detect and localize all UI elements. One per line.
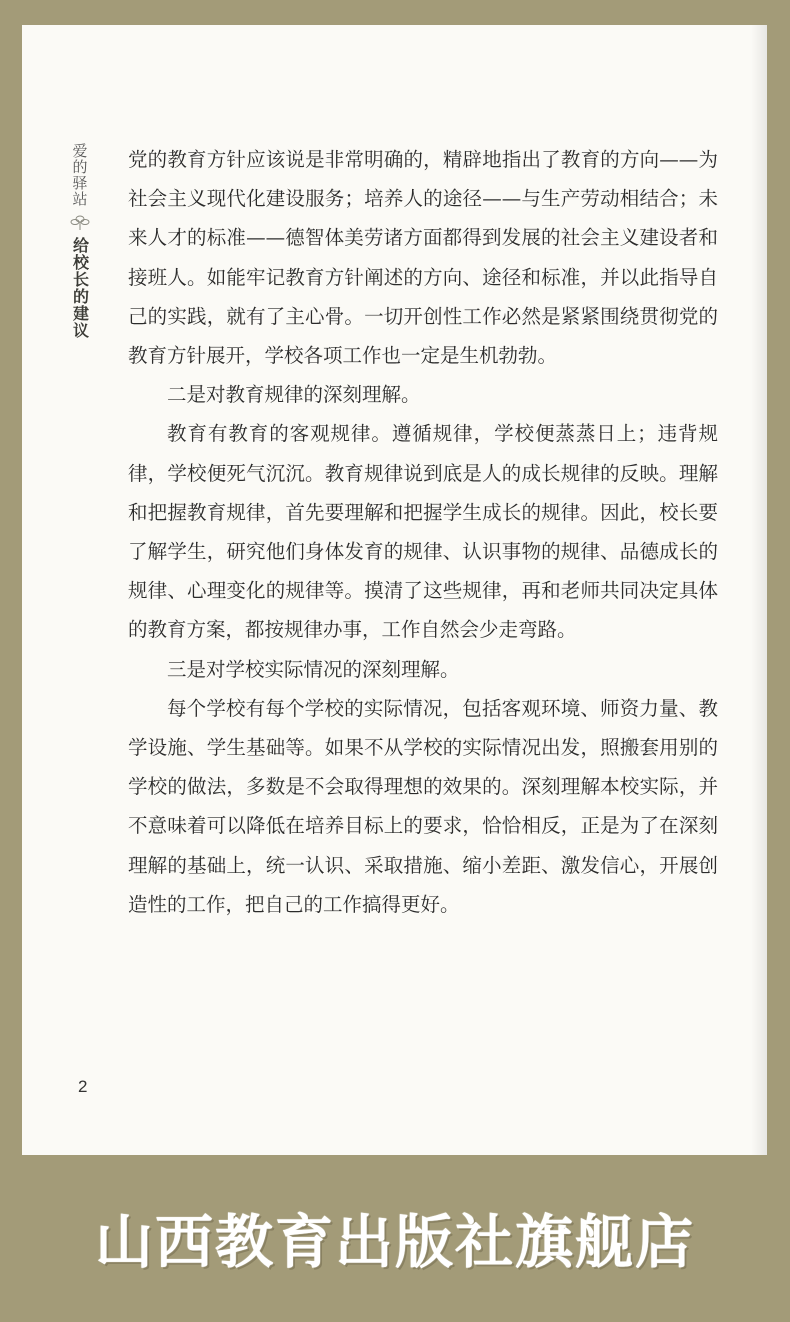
section-heading: 二是对教育规律的深刻理解。: [167, 383, 421, 407]
paragraph: 党的教育方针应该说是非常明确的，精辟地指出了教育的方向——为社会主义现代化建设服务；培养人的途径——与生产劳动相结合；未来人才的标准——德智体美劳诸方面都得到发展的社会主义建设者和接班人。如能牢记教育方针阐述的方向、途径和标准，并以此指导自己的实践，就有了主心骨。一切开创性工作必然是紧紧围绕贯彻党的教育方针展开，学校各项工作也一定是生机勃勃。: [128, 148, 718, 368]
page-number: 2: [78, 1077, 88, 1096]
book-title: 给校长的建议: [70, 237, 90, 339]
paragraph: 教育有教育的客观规律。遵循规律，学校便蒸蒸日上；违背规律，学校便死气沉沉。教育规律说到底是人的成长规律的反映。理解和把握教育规律，首先要理解和把握学生成长的规律。因此，校长要了解学生，研究他们身体发育的规律、认识事物的规律、品德成长的规律、心理变化的规律等。摸清了这些规律，再和老师共同决定具体的教育方案，都按规律办事，工作自然会少走弯路。: [128, 422, 718, 642]
paragraph: 每个学校有每个学校的实际情况，包括客观环境、师资力量、教学设施、学生基础等。如果不从学校的实际情况出发，照搬套用别的学校的做法，多数是不会取得理想的效果的。深刻理解本校实际，并不意味着可以降低在培养目标上的要求，恰恰相反，正是为了在深刻理解的基础上，统一认识、采取措施、缩小差距、激发信心，开展创造性的工作，把自己的工作搞得更好。: [128, 696, 718, 916]
book-page: [22, 25, 767, 1155]
series-title: 爱的驿站: [70, 143, 89, 207]
store-name-banner: 山西教育出版社旗舰店: [94, 1208, 695, 1276]
running-header: [68, 143, 92, 339]
flower-icon: [69, 213, 91, 231]
page-edge-shadow: [751, 25, 767, 1155]
section-heading: 三是对学校实际情况的深刻理解。: [167, 657, 460, 681]
body-text: [128, 140, 718, 924]
